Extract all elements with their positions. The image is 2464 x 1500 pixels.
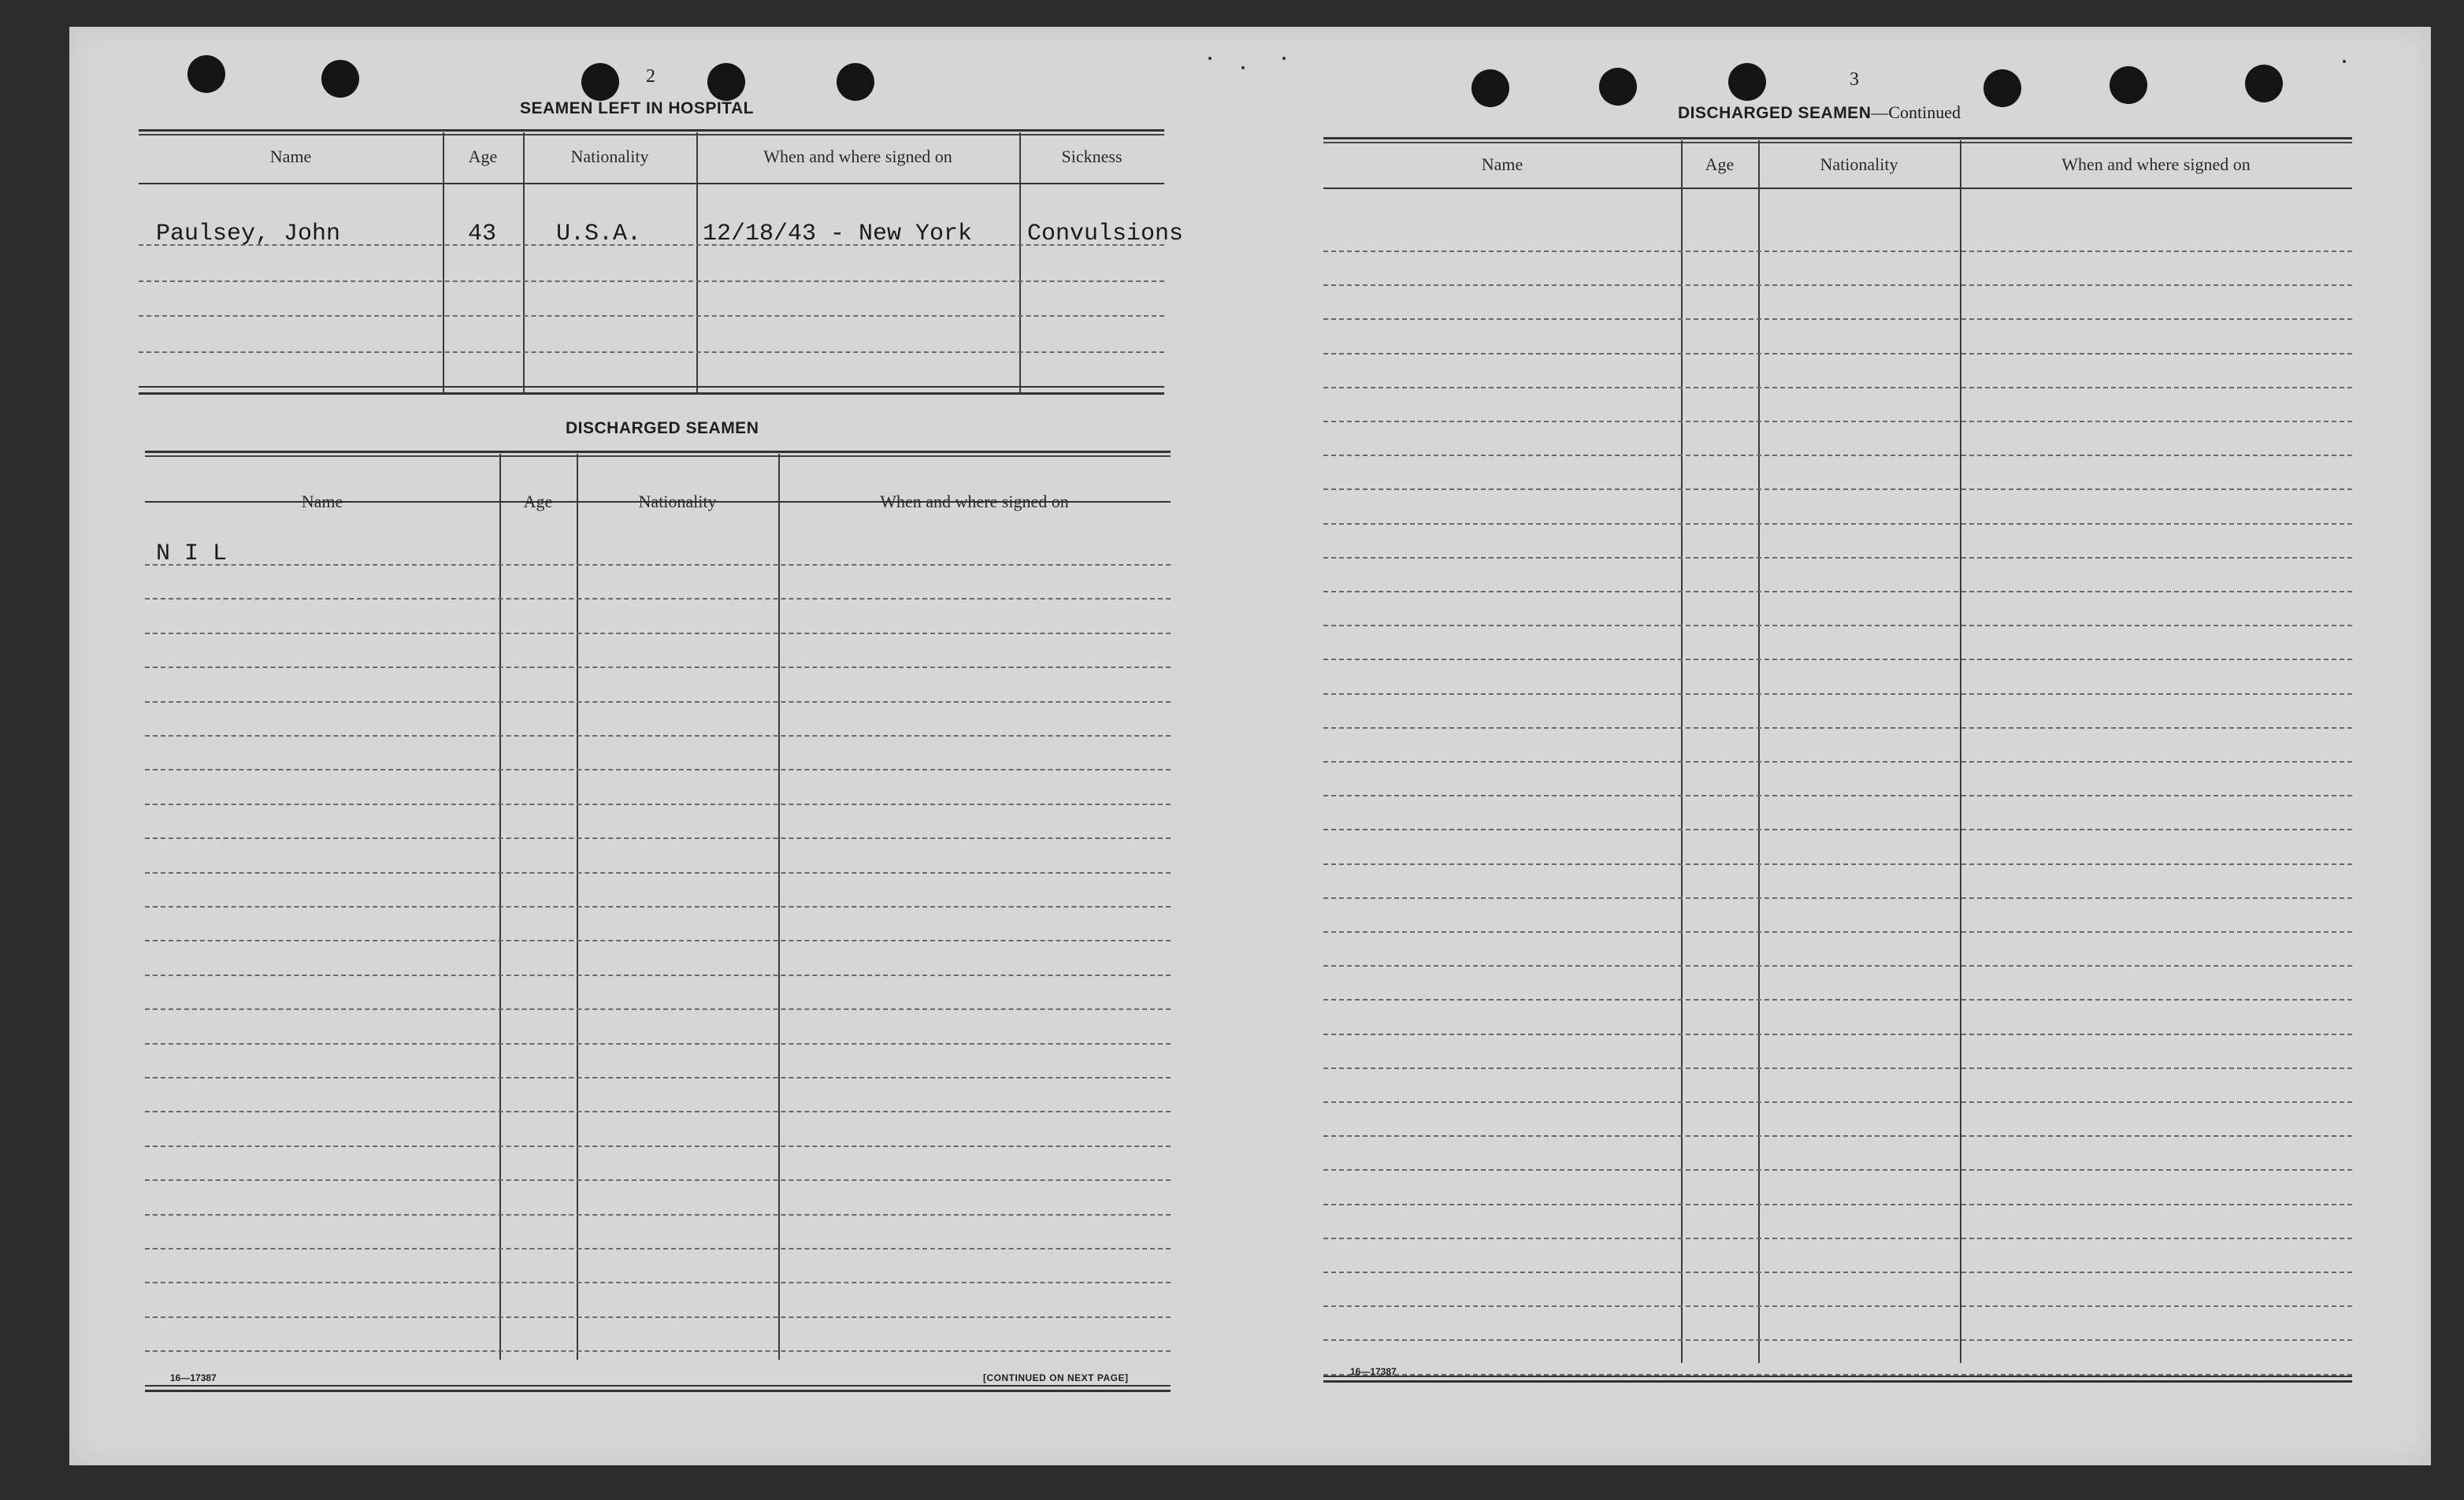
hospital-entry-age: 43 bbox=[468, 221, 497, 247]
hospital-entry-nationality: U.S.A. bbox=[556, 221, 642, 247]
ledger-rule bbox=[145, 1248, 1171, 1249]
punch-hole bbox=[321, 60, 359, 98]
ledger-rule bbox=[1323, 387, 2352, 388]
ledger-rule bbox=[145, 975, 1171, 976]
ledger-rule bbox=[145, 1214, 1171, 1216]
header-nationality: Nationality bbox=[570, 147, 649, 166]
ink-speck bbox=[1282, 57, 1286, 60]
section-title-hospital: SEAMEN LEFT IN HOSPITAL bbox=[520, 99, 754, 117]
ink-speck bbox=[2343, 60, 2346, 63]
punch-hole bbox=[1599, 68, 1637, 106]
punch-hole bbox=[837, 63, 874, 101]
ledger-rule bbox=[1323, 1339, 2352, 1341]
ledger-rule bbox=[1323, 1204, 2352, 1205]
ledger-rule bbox=[1323, 488, 2352, 490]
header-sickness: Sickness bbox=[1061, 147, 1123, 166]
ledger-rule bbox=[145, 701, 1171, 703]
ledger-rule bbox=[1323, 1101, 2352, 1103]
section-title-discharged-continued bbox=[1678, 102, 1961, 123]
ledger-rule bbox=[1323, 999, 2352, 1001]
ledger-rule bbox=[1323, 251, 2352, 252]
ledger-rule bbox=[145, 940, 1171, 941]
form-number: 16—17387 bbox=[1350, 1366, 1397, 1377]
ledger-rule bbox=[1323, 727, 2352, 729]
punch-hole bbox=[581, 63, 619, 101]
ledger-rule bbox=[1323, 693, 2352, 695]
ledger-rule bbox=[1323, 659, 2352, 660]
discharged-table bbox=[145, 451, 1171, 1396]
page-number: 3 bbox=[1850, 69, 1859, 90]
ledger-rule bbox=[145, 1043, 1171, 1045]
title-main: DISCHARGED SEAMEN bbox=[1678, 104, 1872, 122]
punch-hole bbox=[2110, 66, 2147, 104]
table-bottom-rule bbox=[145, 1385, 1171, 1387]
ledger-rule bbox=[145, 666, 1171, 668]
ledger-rule bbox=[145, 837, 1171, 839]
page-number: 2 bbox=[646, 66, 655, 87]
ledger-rule bbox=[1323, 625, 2352, 626]
punch-hole bbox=[187, 55, 225, 93]
header-nationality: Nationality bbox=[638, 492, 717, 511]
ledger-rule bbox=[1323, 353, 2352, 355]
punch-hole bbox=[1728, 63, 1766, 101]
header-name: Name bbox=[1481, 154, 1523, 174]
ledger-rule bbox=[145, 1077, 1171, 1079]
ledger-rule bbox=[1323, 455, 2352, 456]
header-signed-on: When and where signed on bbox=[880, 492, 1069, 511]
header-age: Age bbox=[468, 147, 498, 166]
ledger-rule bbox=[1323, 863, 2352, 865]
table-bottom-rule bbox=[1323, 1380, 2352, 1383]
ledger-rule bbox=[145, 872, 1171, 874]
ledger-rule bbox=[145, 1179, 1171, 1181]
ledger-rule bbox=[1323, 318, 2352, 320]
ledger-rule bbox=[145, 1282, 1171, 1283]
hospital-table bbox=[139, 129, 1184, 421]
ledger-rule bbox=[1323, 591, 2352, 592]
header-age: Age bbox=[523, 492, 553, 511]
header-signed-on: When and where signed on bbox=[2061, 154, 2251, 174]
ledger-rule bbox=[1323, 1067, 2352, 1069]
document-sheet bbox=[69, 27, 2431, 1465]
ledger-rule bbox=[145, 1111, 1171, 1112]
ledger-rule bbox=[1323, 761, 2352, 763]
ledger-rule bbox=[1323, 1034, 2352, 1035]
ledger-rule bbox=[1323, 829, 2352, 830]
punch-hole bbox=[1983, 69, 2021, 107]
ledger-rule bbox=[1323, 965, 2352, 967]
ledger-rule bbox=[145, 1316, 1171, 1318]
ink-speck bbox=[1208, 57, 1212, 60]
ledger-rule bbox=[1323, 795, 2352, 796]
header-name: Name bbox=[301, 492, 343, 511]
title-suffix: —Continued bbox=[1871, 102, 1961, 122]
continued-note: [CONTINUED ON NEXT PAGE] bbox=[983, 1372, 1129, 1383]
form-number: 16—17387 bbox=[170, 1372, 217, 1383]
ledger-rule bbox=[1323, 1238, 2352, 1239]
discharged-continued-table bbox=[1323, 137, 2352, 1398]
ink-speck bbox=[1241, 66, 1245, 69]
ledger-rule bbox=[1323, 421, 2352, 422]
header-name: Name bbox=[269, 147, 312, 166]
ledger-rule bbox=[1323, 1135, 2352, 1137]
ledger-rule bbox=[1323, 1272, 2352, 1273]
table-bottom-rule bbox=[1323, 1376, 2352, 1377]
ledger-rule bbox=[145, 1350, 1171, 1352]
ledger-rule bbox=[1323, 1305, 2352, 1307]
ledger-rule bbox=[145, 906, 1171, 908]
ledger-rule bbox=[145, 1145, 1171, 1147]
ledger-rule bbox=[1323, 897, 2352, 899]
ledger-rule bbox=[1323, 1169, 2352, 1171]
header-age: Age bbox=[1705, 154, 1735, 174]
ledger-rule bbox=[145, 1008, 1171, 1010]
punch-hole bbox=[2245, 65, 2283, 102]
ledger-rule bbox=[145, 633, 1171, 634]
hospital-entry-name: Paulsey, John bbox=[156, 221, 341, 247]
section-title-discharged: DISCHARGED SEAMEN bbox=[566, 419, 759, 437]
ledger-rule bbox=[1323, 557, 2352, 559]
hospital-entry-sickness: Convulsions bbox=[1027, 221, 1184, 247]
ledger-rule bbox=[145, 804, 1171, 805]
punch-hole bbox=[1471, 69, 1509, 107]
ledger-rule bbox=[1323, 931, 2352, 933]
header-signed-on: When and where signed on bbox=[763, 147, 952, 166]
discharged-entry-name: N I L bbox=[156, 540, 228, 567]
header-nationality: Nationality bbox=[1820, 154, 1898, 174]
hospital-entry-signed-on: 12/18/43 - New York bbox=[703, 221, 973, 247]
ledger-rule bbox=[145, 735, 1171, 737]
punch-hole bbox=[707, 63, 745, 101]
ledger-rule bbox=[1323, 523, 2352, 525]
ledger-rule bbox=[145, 769, 1171, 770]
table-bottom-rule bbox=[145, 1390, 1171, 1392]
ledger-rule bbox=[145, 564, 1171, 566]
ledger-rule bbox=[1323, 284, 2352, 286]
ledger-rule bbox=[145, 598, 1171, 600]
